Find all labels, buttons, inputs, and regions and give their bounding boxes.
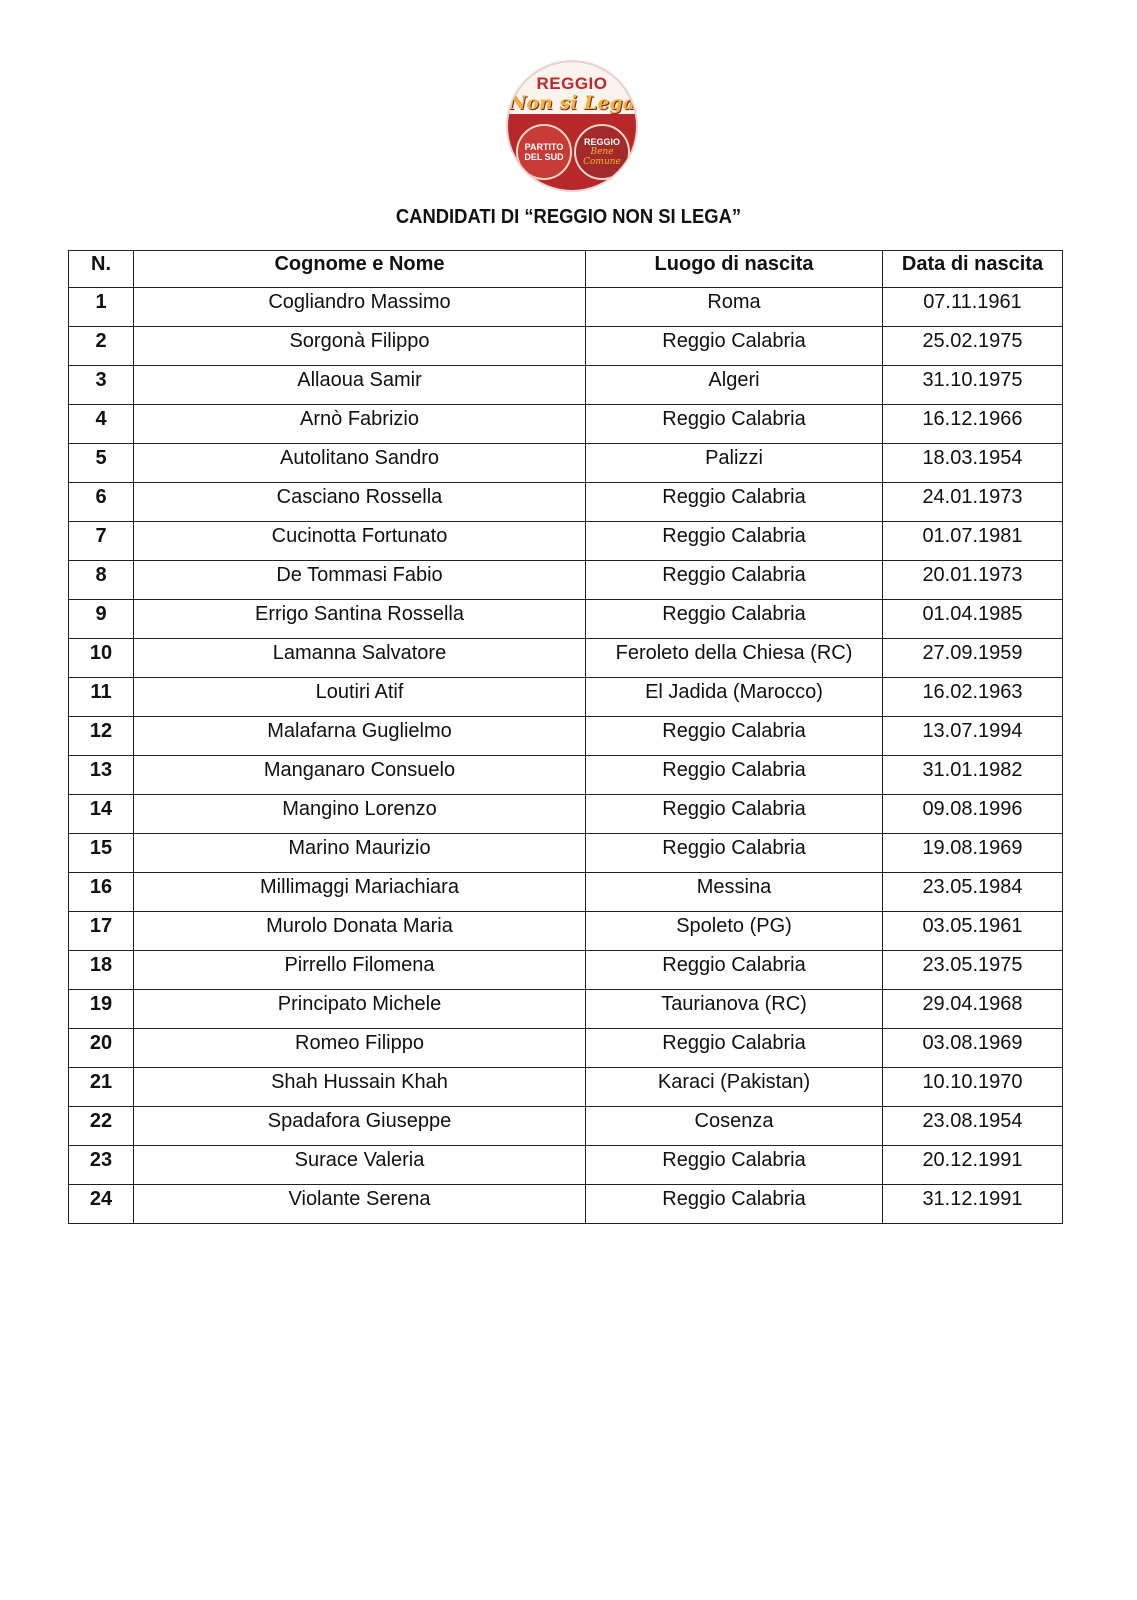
cell-name: Malafarna Guglielmo	[134, 717, 586, 756]
cell-number: 13	[69, 756, 134, 795]
header-number: N.	[69, 251, 134, 288]
table-row	[69, 912, 1063, 951]
cell-birthplace: Reggio Calabria	[586, 327, 883, 366]
cell-name: Shah Hussain Khah	[134, 1068, 586, 1107]
cell-birthdate: 13.07.1994	[883, 717, 1063, 756]
cell-name: Surace Valeria	[134, 1146, 586, 1185]
cell-name: Allaoua Samir	[134, 366, 586, 405]
cell-birthdate: 27.09.1959	[883, 639, 1063, 678]
cell-number: 24	[69, 1185, 134, 1224]
candidates-table	[68, 250, 1063, 1224]
cell-number: 10	[69, 639, 134, 678]
cell-birthplace: Reggio Calabria	[586, 405, 883, 444]
cell-number: 15	[69, 834, 134, 873]
cell-name: Mangino Lorenzo	[134, 795, 586, 834]
table-row	[69, 678, 1063, 717]
table-row	[69, 717, 1063, 756]
table-row	[69, 834, 1063, 873]
cell-birthdate: 25.02.1975	[883, 327, 1063, 366]
cell-birthdate: 16.02.1963	[883, 678, 1063, 717]
cell-birthdate: 01.04.1985	[883, 600, 1063, 639]
cell-number: 2	[69, 327, 134, 366]
cell-birthplace: Reggio Calabria	[586, 483, 883, 522]
cell-birthplace: Reggio Calabria	[586, 951, 883, 990]
table-row	[69, 1107, 1063, 1146]
cell-name: Violante Serena	[134, 1185, 586, 1224]
cell-birthplace: Reggio Calabria	[586, 834, 883, 873]
logo-non-si-lega-text: Non si Lega	[508, 92, 636, 114]
cell-birthdate: 18.03.1954	[883, 444, 1063, 483]
cell-number: 21	[69, 1068, 134, 1107]
cell-birthdate: 31.12.1991	[883, 1185, 1063, 1224]
cell-name: De Tommasi Fabio	[134, 561, 586, 600]
badge-right-line2: Bene Comune	[583, 147, 621, 167]
logo-reggio-text: REGGIO	[536, 74, 608, 93]
cell-birthplace: Reggio Calabria	[586, 561, 883, 600]
table-row	[69, 561, 1063, 600]
cell-birthplace: El Jadida (Marocco)	[586, 678, 883, 717]
table-row	[69, 366, 1063, 405]
header-birthplace: Luogo di nascita	[586, 251, 883, 288]
cell-birthplace: Palizzi	[586, 444, 883, 483]
cell-birthdate: 01.07.1981	[883, 522, 1063, 561]
cell-number: 12	[69, 717, 134, 756]
cell-name: Spadafora Giuseppe	[134, 1107, 586, 1146]
cell-birthplace: Spoleto (PG)	[586, 912, 883, 951]
cell-name: Casciano Rossella	[134, 483, 586, 522]
cell-number: 8	[69, 561, 134, 600]
cell-number: 7	[69, 522, 134, 561]
cell-number: 18	[69, 951, 134, 990]
table-row	[69, 873, 1063, 912]
cell-number: 22	[69, 1107, 134, 1146]
cell-birthplace: Reggio Calabria	[586, 600, 883, 639]
cell-number: 4	[69, 405, 134, 444]
table-row	[69, 600, 1063, 639]
table-row	[69, 1068, 1063, 1107]
cell-number: 17	[69, 912, 134, 951]
cell-name: Marino Maurizio	[134, 834, 586, 873]
document-title: CANDIDATI DI “REGGIO NON SI LEGA”	[395, 206, 742, 228]
table-row	[69, 951, 1063, 990]
table-row	[69, 990, 1063, 1029]
cell-birthdate: 03.05.1961	[883, 912, 1063, 951]
cell-birthdate: 31.01.1982	[883, 756, 1063, 795]
cell-number: 3	[69, 366, 134, 405]
header-name: Cognome e Nome	[134, 251, 586, 288]
table-row	[69, 795, 1063, 834]
cell-birthplace: Reggio Calabria	[586, 717, 883, 756]
cell-birthdate: 31.10.1975	[883, 366, 1063, 405]
cell-number: 20	[69, 1029, 134, 1068]
cell-name: Principato Michele	[134, 990, 586, 1029]
cell-number: 14	[69, 795, 134, 834]
cell-birthplace: Reggio Calabria	[586, 1146, 883, 1185]
badge-right-line1: REGGIO	[583, 137, 620, 147]
table-row	[69, 483, 1063, 522]
cell-birthplace: Reggio Calabria	[586, 1029, 883, 1068]
cell-name: Romeo Filippo	[134, 1029, 586, 1068]
cell-name: Arnò Fabrizio	[134, 405, 586, 444]
cell-birthplace: Algeri	[586, 366, 883, 405]
cell-birthplace: Roma	[586, 288, 883, 327]
cell-number: 9	[69, 600, 134, 639]
cell-birthplace: Taurianova (RC)	[586, 990, 883, 1029]
cell-birthdate: 23.05.1975	[883, 951, 1063, 990]
table-row	[69, 405, 1063, 444]
cell-number: 1	[69, 288, 134, 327]
cell-number: 19	[69, 990, 134, 1029]
cell-name: Lamanna Salvatore	[134, 639, 586, 678]
cell-number: 16	[69, 873, 134, 912]
cell-birthdate: 09.08.1996	[883, 795, 1063, 834]
cell-birthdate: 29.04.1968	[883, 990, 1063, 1029]
partito-del-sud-badge	[516, 124, 572, 180]
badge-left-line1: PARTITO	[524, 142, 564, 152]
cell-birthplace: Reggio Calabria	[586, 1185, 883, 1224]
cell-birthplace: Reggio Calabria	[586, 756, 883, 795]
cell-birthdate: 23.05.1984	[883, 873, 1063, 912]
cell-birthdate: 20.12.1991	[883, 1146, 1063, 1185]
cell-name: Cucinotta Fortunato	[134, 522, 586, 561]
cell-number: 11	[69, 678, 134, 717]
cell-name: Pirrello Filomena	[134, 951, 586, 990]
cell-birthplace: Messina	[586, 873, 883, 912]
table-row	[69, 1146, 1063, 1185]
cell-birthdate: 20.01.1973	[883, 561, 1063, 600]
cell-birthdate: 23.08.1954	[883, 1107, 1063, 1146]
badge-left-line2: DEL SUD	[524, 152, 564, 162]
cell-name: Errigo Santina Rossella	[134, 600, 586, 639]
table-row	[69, 288, 1063, 327]
cell-birthplace: Cosenza	[586, 1107, 883, 1146]
table-row	[69, 327, 1063, 366]
cell-name: Sorgonà Filippo	[134, 327, 586, 366]
table-row	[69, 1029, 1063, 1068]
table-row	[69, 756, 1063, 795]
cell-name: Cogliandro Massimo	[134, 288, 586, 327]
cell-number: 5	[69, 444, 134, 483]
table-row	[69, 1185, 1063, 1224]
cell-birthdate: 16.12.1966	[883, 405, 1063, 444]
cell-name: Millimaggi Mariachiara	[134, 873, 586, 912]
header-birthdate: Data di nascita	[883, 251, 1063, 288]
cell-birthdate: 10.10.1970	[883, 1068, 1063, 1107]
cell-birthdate: 19.08.1969	[883, 834, 1063, 873]
cell-birthplace: Karaci (Pakistan)	[586, 1068, 883, 1107]
reggio-bene-comune-badge	[574, 124, 630, 180]
cell-name: Autolitano Sandro	[134, 444, 586, 483]
table-row	[69, 639, 1063, 678]
cell-number: 6	[69, 483, 134, 522]
cell-birthdate: 07.11.1961	[883, 288, 1063, 327]
cell-number: 23	[69, 1146, 134, 1185]
cell-birthdate: 03.08.1969	[883, 1029, 1063, 1068]
table-header-row	[69, 251, 1063, 288]
cell-name: Murolo Donata Maria	[134, 912, 586, 951]
cell-birthdate: 24.01.1973	[883, 483, 1063, 522]
party-logo	[508, 62, 636, 190]
cell-birthplace: Feroleto della Chiesa (RC)	[586, 639, 883, 678]
cell-name: Manganaro Consuelo	[134, 756, 586, 795]
cell-name: Loutiri Atif	[134, 678, 586, 717]
cell-birthplace: Reggio Calabria	[586, 795, 883, 834]
cell-birthplace: Reggio Calabria	[586, 522, 883, 561]
table-row	[69, 522, 1063, 561]
table-row	[69, 444, 1063, 483]
